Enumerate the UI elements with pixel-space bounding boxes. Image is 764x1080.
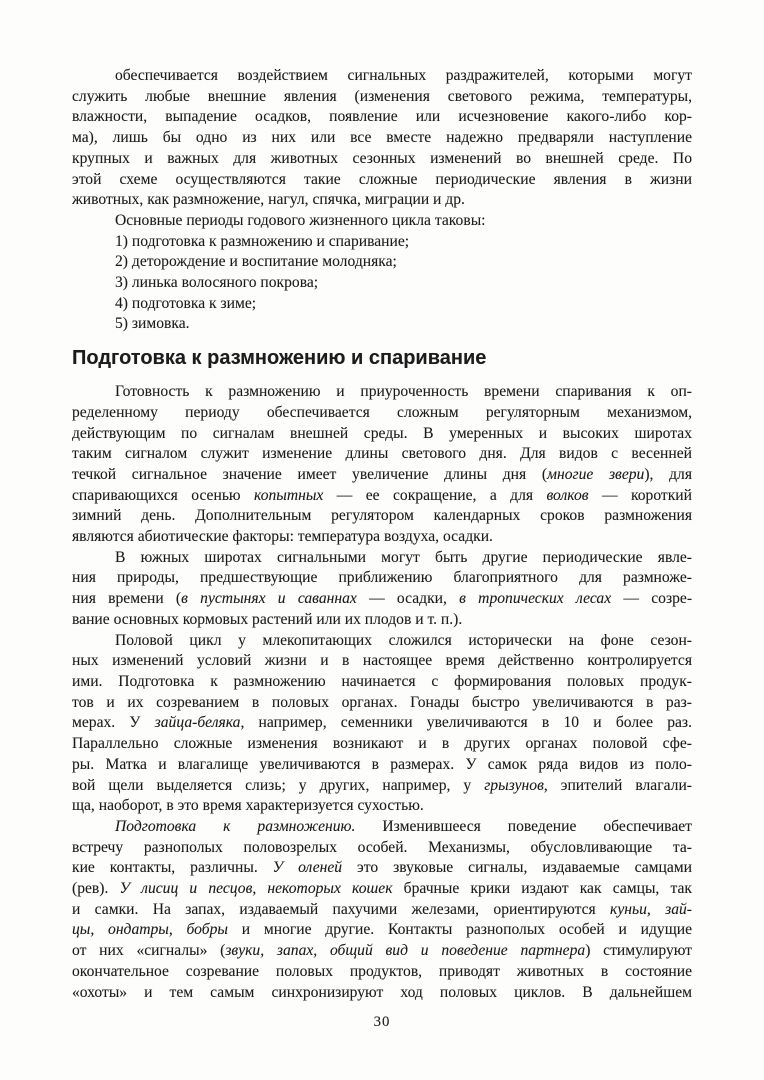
text-segment: окончательное созревание половых продуктов, приводят животных в состояние xyxy=(72,962,692,980)
text-line xyxy=(72,693,692,714)
page-number: 30 xyxy=(373,1014,391,1030)
text-segment: Параллельно сложные изменения возникают и в других органах половой сфе- xyxy=(72,735,692,753)
text-segment: мерах. У xyxy=(72,714,155,732)
text-segment: , эпителий влагали- xyxy=(543,776,692,794)
text-segment: ры. Матка и влагалище увеличиваются в размерах. У самок ряда видов из поло- xyxy=(72,755,692,773)
text-segment: 5) зимовка. xyxy=(115,315,190,333)
text-line xyxy=(72,631,692,652)
text-line xyxy=(72,589,692,610)
text-line xyxy=(72,610,692,631)
text-segment: ) стимулируют xyxy=(585,942,692,960)
italic-text-segment: многие звери xyxy=(547,465,645,483)
italic-text-segment: грызунов xyxy=(484,776,544,794)
text-segment: — осадки, xyxy=(356,590,460,608)
italic-text-segment: куньи, зай- xyxy=(610,900,692,918)
text-line xyxy=(72,900,692,921)
text-segment: от них «сигналы» ( xyxy=(72,942,226,960)
italic-text-segment: зайца-беляка xyxy=(154,714,241,732)
text-segment: ща, наоборот, в это время характеризуется сухостью. xyxy=(72,797,424,815)
text-segment: 4) подготовка к зиме; xyxy=(115,294,257,312)
text-line xyxy=(72,879,692,900)
text-line xyxy=(72,527,692,548)
text-segment: течкой сигнальное значение имеет увеличение длины дня ( xyxy=(72,465,548,483)
text-segment: обеспечивается воздействием сигнальных раздражителей, которыми могут xyxy=(115,67,692,84)
text-line xyxy=(72,651,692,672)
text-segment: Половой цикл у млекопитающих сложился исторически на фоне сезон- xyxy=(115,631,692,649)
text-line xyxy=(72,465,692,486)
text-segment: это звуковые сигналы, издаваемые самцами xyxy=(342,859,692,877)
text-segment: служить любые внешние явления (изменения светового режима, температуры, xyxy=(72,87,692,105)
italic-text-segment: копытных xyxy=(254,486,324,504)
text-segment: брачные крики издают как самцы, так xyxy=(392,880,692,898)
text-line xyxy=(72,838,692,859)
section-heading: Подготовка к размножению и спаривание xyxy=(72,347,487,370)
text-line xyxy=(72,190,692,211)
text-line xyxy=(72,713,692,734)
text-line xyxy=(72,983,692,1004)
text-line xyxy=(72,920,692,941)
text-segment: Готовность к размножению и приуроченность времени спаривания к оп- xyxy=(115,383,692,401)
text-line xyxy=(72,211,692,232)
text-segment: ния природы, предшествующие приближению благоприятного для размноже- xyxy=(72,569,692,587)
text-segment: встречу разнополых половозрелых особей. Механизмы, обусловливающие та- xyxy=(72,838,692,856)
text-segment: кие контакты, различны. xyxy=(72,859,273,877)
text-line xyxy=(72,506,692,527)
text-line xyxy=(72,755,692,776)
text-segment: и самки. На запах, издаваемый пахучими железами, ориентируются xyxy=(72,900,611,918)
text-line xyxy=(72,314,692,335)
text-segment: — ее сокращение, а для xyxy=(323,486,547,504)
text-segment: 2) деторождение и воспитание молодняка; xyxy=(115,253,397,271)
text-segment: спаривающихся осенью xyxy=(72,486,254,504)
text-segment: ных изменений условий жизни и в настоящее время действенно контролируется xyxy=(72,652,692,670)
italic-text-segment: Подготовка к размножению. xyxy=(115,817,356,835)
text-line xyxy=(72,444,692,465)
italic-text-segment: У лисиц и песцов, некоторых кошек xyxy=(119,880,393,898)
text-line xyxy=(72,817,692,838)
text-line xyxy=(72,252,692,273)
text-segment: вой щели выделяется слизь; у других, например, у xyxy=(72,776,485,794)
text-segment: зимний день. Дополнительным регулятором календарных сроков размножения xyxy=(72,507,692,525)
text-segment: действующим по сигналам внешней среды. В умеренных и высоких широтах xyxy=(72,424,692,442)
text-segment: — короткий xyxy=(588,486,692,504)
text-line xyxy=(72,294,692,315)
text-line xyxy=(72,734,692,755)
text-segment: В южных широтах сигнальными могут быть другие периодические явле- xyxy=(115,548,692,566)
text-line xyxy=(72,149,692,170)
text-segment: Изменившееся поведение обеспечивает xyxy=(355,817,692,835)
text-line xyxy=(72,403,692,424)
text-segment: и многие другие. Контакты разнополых особей и идущие xyxy=(227,921,693,939)
text-segment: вание основных кормовых растений или их плодов и т. п.). xyxy=(72,610,463,628)
text-segment: животных, как размножение, нагул, спячка, миграции и др. xyxy=(72,191,465,209)
text-segment: — созре- xyxy=(611,590,693,608)
text-segment: ими. Подготовка к размножению начинается с формирования половых продук- xyxy=(72,672,692,690)
text-line xyxy=(72,962,692,983)
text-segment: этой схеме осуществляются такие сложные периодические явления в жизни xyxy=(72,170,692,188)
text-segment: 3) линька волосяного покрова; xyxy=(115,274,319,292)
italic-text-segment: У оленей xyxy=(272,859,343,877)
text-line xyxy=(72,486,692,507)
text-segment: (рев). xyxy=(72,880,120,898)
italic-text-segment: цы, ондатры, бобры xyxy=(72,921,228,939)
text-line xyxy=(72,128,692,149)
text-segment: ), для xyxy=(644,465,692,483)
text-line xyxy=(72,568,692,589)
text-line xyxy=(72,796,692,817)
text-segment: крупных и важных для животных сезонных изменений во внешней среде. По xyxy=(72,149,692,167)
text-line xyxy=(72,107,692,128)
text-segment: ределенному периоду обеспечивается сложным регуляторным механизмом, xyxy=(72,403,692,421)
text-segment: , например, семенники увеличиваются в 10 и более раз. xyxy=(240,714,692,732)
text-line xyxy=(72,273,692,294)
text-line xyxy=(72,170,692,191)
text-line xyxy=(72,858,692,879)
text-segment: тов и их созреванием в половых органах. Гонады быстро увеличиваются в раз- xyxy=(72,693,692,711)
text-line xyxy=(72,66,692,87)
text-line xyxy=(72,548,692,569)
text-line xyxy=(72,87,692,108)
text-segment: влажности, выпадение осадков, появление или исчезновение какого-либо кор- xyxy=(72,108,692,126)
text-segment: 1) подготовка к размножению и спаривание; xyxy=(115,232,410,250)
italic-text-segment: звуки, запах, общий вид и поведение партнера xyxy=(225,942,586,960)
text-line xyxy=(72,776,692,797)
text-segment: таким сигналом служит изменение длины светового дня. Для видов с весенней xyxy=(72,445,692,463)
italic-text-segment: в тропических лесах xyxy=(459,590,612,608)
text-segment: являются абиотические факторы: температура воздуха, осадки. xyxy=(72,528,493,546)
text-line xyxy=(72,424,692,445)
text-segment: ма), лишь бы одно из них или все вместе надежно предваряли наступление xyxy=(72,129,692,147)
text-line xyxy=(72,672,692,693)
text-line xyxy=(72,941,692,962)
italic-text-segment: волков xyxy=(546,486,589,504)
text-segment: «охоты» и тем самым синхронизируют ход половых циклов. В дальнейшем xyxy=(72,983,692,1001)
italic-text-segment: в пустынях и саваннах xyxy=(181,590,357,608)
text-segment: ния времени ( xyxy=(72,590,182,608)
text-line xyxy=(72,232,692,253)
text-segment: Основные периоды годового жизненного цикла таковы: xyxy=(115,211,486,229)
text-line xyxy=(72,382,692,403)
page-text-block xyxy=(72,66,692,1003)
